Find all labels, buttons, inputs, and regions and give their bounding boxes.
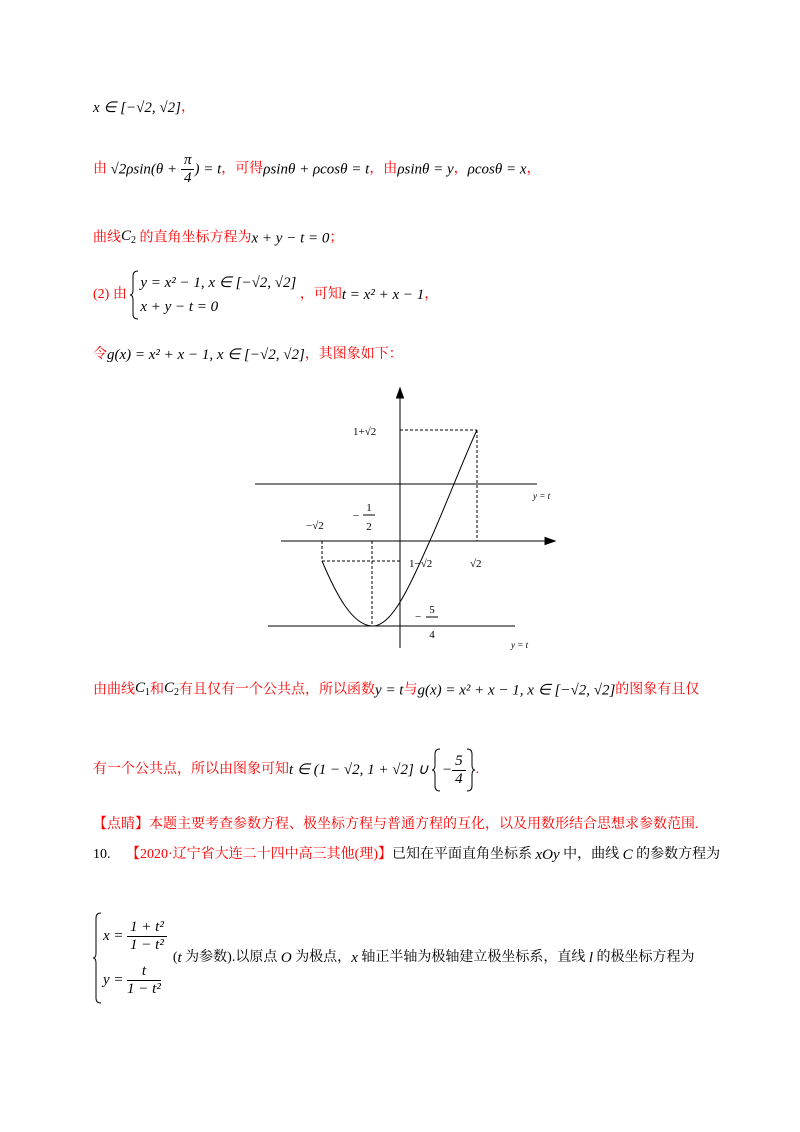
parametric-row-x <box>103 914 167 958</box>
fraction-numerator: π <box>181 152 195 170</box>
interval-line <box>93 98 195 118</box>
question-10-stem <box>93 845 720 865</box>
punctuation-semicolon: ； <box>329 230 344 246</box>
param-text: 轴正半轴为极轴建立极坐标系，直线 <box>357 950 589 965</box>
curve-c2-label <box>121 228 136 244</box>
origin-o: O <box>280 950 292 966</box>
equation-line-c2: x + y − t = 0 <box>251 230 330 247</box>
curve-subscript: 2 <box>174 687 180 698</box>
label-neg-half-sign: − <box>353 510 360 522</box>
text-graph-only: 的图象有且仅 <box>615 682 700 698</box>
punctuation-comma: ， <box>453 161 468 177</box>
punctuation-comma: ， <box>181 100 195 115</box>
parametric-system <box>103 914 167 1002</box>
fraction-numerator: t <box>127 963 161 981</box>
conclusion-line-2 <box>93 748 479 792</box>
fraction-denominator: 1 − t² <box>130 936 164 953</box>
text-you-quxian: 由曲线 <box>93 682 135 698</box>
fraction-denominator: 4 <box>183 170 192 186</box>
param-variable: t <box>177 950 182 966</box>
cartesian-equation-line <box>93 226 343 251</box>
label-neg-half-num: 1 <box>366 502 372 514</box>
left-brace-icon <box>130 270 140 320</box>
punctuation-period: . <box>475 762 480 777</box>
equation-t: t = x² + x − 1 <box>341 287 425 303</box>
text-yu: 与 <box>403 682 418 698</box>
fraction-pi-over-4 <box>181 152 195 187</box>
text-kezhi: ，可知 <box>299 287 342 302</box>
question-number: 10. <box>93 847 111 862</box>
param-text: 为参数).以原点 <box>181 950 281 965</box>
label-one-minus-sqrt2: 1−√2 <box>409 558 433 570</box>
system-line <box>93 270 438 320</box>
curve-subscript: 2 <box>131 235 137 246</box>
y-axis-arrow-icon <box>397 388 404 398</box>
curve-letter: C <box>135 680 146 696</box>
stem-text: 的参数方程为 <box>636 847 721 862</box>
line-l: l <box>588 950 594 966</box>
punctuation-comma: ， <box>424 287 439 302</box>
interval-expression: x ∈ [−√2, √2] <box>93 100 181 116</box>
label-line-lower: y = t <box>511 640 529 650</box>
system-row-1: y = x² − 1, x ∈ [−√2, √2] <box>140 275 297 291</box>
stem-coordinate-system: xOy <box>535 847 560 863</box>
parametric-row-y <box>103 958 167 1002</box>
remark-line <box>93 815 699 835</box>
label-min-sign: − <box>415 611 422 623</box>
curve-c1-label <box>135 680 150 696</box>
fraction-x <box>127 919 167 954</box>
equation-rho-sin: ρsinθ = y <box>397 161 454 178</box>
fraction-y <box>127 963 161 998</box>
equation-rho-sum: ρsinθ + ρcosθ = t <box>263 161 370 178</box>
fraction-numerator: 1 + t² <box>127 919 167 937</box>
stem-text: 中，曲线 <box>563 847 620 862</box>
equation-y-equals-t: y = t <box>375 682 404 699</box>
text-from-graph: 有一个公共点，所以由图象可知 <box>93 762 289 777</box>
label-neg-half-den: 2 <box>366 521 372 533</box>
system-row-2: x + y − t = 0 <box>140 299 219 315</box>
equation-t-range: t ∈ (1 − √2, 1 + √2] ∪ <box>289 762 429 778</box>
text-ling: 令 <box>93 347 107 362</box>
param-text: 的极坐标方程为 <box>593 950 695 965</box>
label-min-num: 5 <box>429 604 435 616</box>
equation-polar-left: √2ρsin(θ + <box>110 161 181 178</box>
label-line-upper: y = t <box>533 491 551 501</box>
fraction-denominator: 4 <box>455 770 463 787</box>
x-axis-arrow-icon <box>545 538 555 545</box>
text-graph-below: ，其图象如下： <box>304 347 403 362</box>
stem-text: 已知在平面直角坐标系 <box>392 847 532 862</box>
text-quxian: 曲线 <box>93 230 121 246</box>
text-you: 由 <box>93 161 107 177</box>
label-one-plus-sqrt2: 1+√2 <box>353 426 377 438</box>
y-lhs: y = <box>103 972 124 988</box>
conclusion-line-1 <box>93 678 699 703</box>
punctuation-comma: ， <box>526 161 541 177</box>
label-sqrt2: √2 <box>470 558 482 570</box>
equation-rho-cos: ρcosθ = x <box>467 161 527 178</box>
text-kede: ，可得 <box>221 161 264 177</box>
curve-subscript: 1 <box>145 687 151 698</box>
left-brace-icon <box>432 748 442 792</box>
fraction-five-fourths <box>452 753 466 788</box>
question-10-parametric <box>93 912 695 1004</box>
function-definition-line <box>93 345 403 365</box>
param-text: ( <box>172 950 178 965</box>
left-brace-icon <box>93 912 103 1004</box>
function-graph <box>250 380 560 660</box>
curve-c2-label <box>164 680 179 696</box>
label-min-den: 4 <box>429 629 435 641</box>
label-neg-sqrt2: −√2 <box>306 520 324 532</box>
set-sign: − <box>442 762 453 778</box>
equation-g: g(x) = x² + x − 1, x ∈ [−√2, √2] <box>417 682 616 699</box>
equation-polar-right: ) = t <box>194 161 222 178</box>
text-part-2: (2) 由 <box>93 287 127 302</box>
polar-conversion-line <box>93 152 541 187</box>
text-cartesian-equation: 的直角坐标方程为 <box>139 230 252 246</box>
param-text: 为极点， <box>291 950 352 965</box>
fraction-denominator: 1 − t² <box>127 980 161 997</box>
text-you-2: ，由 <box>369 161 398 177</box>
right-brace-icon <box>466 748 476 792</box>
text-one-common-point: 有且仅有一个公共点，所以函数 <box>179 682 376 698</box>
remark-text: 【点睛】本题主要考查参数方程、极坐标方程与普通方程的互化，以及用数形结合思想求参数范围. <box>93 817 699 832</box>
curve-letter: C <box>121 228 132 244</box>
x-lhs: x = <box>103 928 124 944</box>
equation-system <box>140 271 296 319</box>
curve-letter: C <box>164 680 175 696</box>
axis-x: x <box>351 950 358 966</box>
text-he: 和 <box>150 682 165 698</box>
fraction-numerator: 5 <box>452 753 466 771</box>
question-source: 【2020·辽宁省大连二十四中高三其他(理)】 <box>126 847 392 862</box>
equation-g: g(x) = x² + x − 1, x ∈ [−√2, √2] <box>107 347 305 363</box>
stem-curve-c: C <box>622 847 633 863</box>
